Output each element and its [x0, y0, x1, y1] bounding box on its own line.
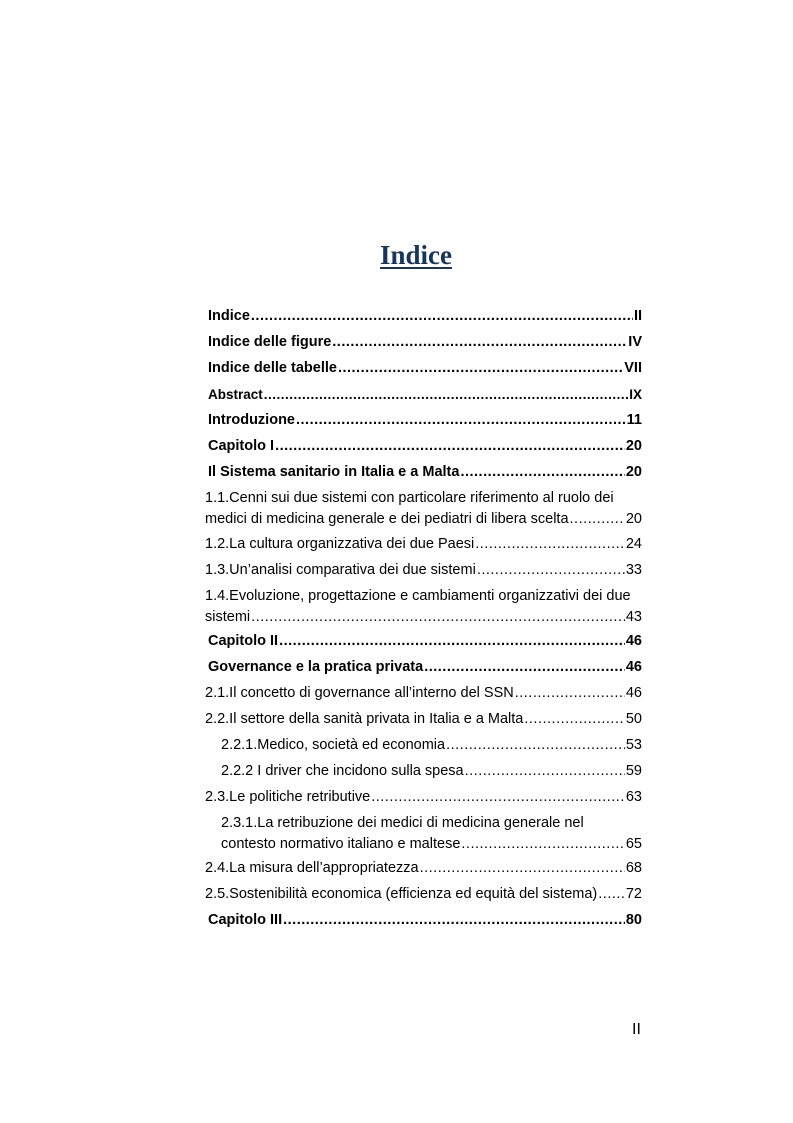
toc-leader: [264, 384, 628, 405]
toc-entry-page: 46: [625, 659, 642, 675]
toc-entry-label: Capitolo II: [208, 633, 279, 649]
toc-entry-label: 2.3.Le politiche retributive: [205, 789, 371, 805]
toc-entry-page: 53: [625, 737, 642, 753]
toc-leader: [283, 910, 625, 931]
toc-leader: [524, 709, 624, 730]
toc-entry-page: 24: [625, 536, 642, 552]
toc-entry-page: II: [633, 308, 642, 324]
toc-leader: [460, 462, 624, 483]
page-title: Indice: [379, 240, 452, 270]
toc-entry-label: Abstract: [208, 387, 263, 402]
toc-entry: [208, 657, 642, 678]
toc-entry: [208, 332, 642, 353]
toc-entry-label: 2.1.Il concetto di governance all’interno del SSN: [205, 685, 514, 701]
toc-entry-page: 33: [625, 562, 642, 578]
toc-entry-label: 1.3.Un’analisi comparativa dei due sistemi: [205, 562, 476, 578]
toc-leader: [424, 657, 625, 678]
toc-entry-page: 65: [625, 836, 642, 852]
toc-entry-label: Governance e la pratica privata: [208, 659, 424, 675]
toc-entry: [205, 560, 642, 581]
toc-entry-label: 2.2.Il settore della sanità privata in Italia e a Malta: [205, 711, 524, 727]
toc-leader: [570, 509, 625, 530]
toc-entry-label-line1: 2.3.1.La retribuzione dei medici di medicina generale nel: [221, 815, 584, 831]
toc-entry-label-line1: 1.4.Evoluzione, progettazione e cambiamenti organizzativi dei due: [205, 588, 631, 604]
toc-entry-label: Indice delle tabelle: [208, 360, 337, 376]
toc-entry-label: 2.2.2 I driver che incidono sulla spesa: [221, 763, 464, 779]
toc-entry-page: 59: [625, 763, 642, 779]
toc-entry-page: 11: [626, 412, 642, 428]
toc-leader: [461, 834, 624, 855]
toc-leader: [515, 683, 625, 704]
toc-entry: [208, 436, 642, 457]
toc-leader: [338, 358, 623, 379]
toc-entry: [205, 787, 642, 808]
toc-entry-label: sistemi: [205, 609, 251, 625]
toc-entry: [205, 858, 642, 879]
toc-entry: [221, 761, 642, 782]
toc-leader: [371, 787, 625, 808]
toc-entry: [208, 631, 642, 652]
toc-entry-label: Capitolo III: [208, 912, 283, 928]
toc-entry: [221, 813, 642, 855]
toc-entry-page: IX: [629, 387, 642, 402]
toc-entry: [208, 306, 642, 327]
toc-leader: [275, 436, 625, 457]
toc-entry-page: 68: [625, 860, 642, 876]
toc-entry-label: 2.4.La misura dell’appropriatezza: [205, 860, 419, 876]
toc-entry-label: medici di medicina generale e dei pediatri di libera scelta: [205, 511, 569, 527]
toc-entry-page: IV: [628, 334, 642, 350]
toc-entry: [205, 884, 642, 905]
toc-entry-page: 46: [625, 685, 642, 701]
toc-leader: [296, 410, 626, 431]
toc-entry: [205, 488, 642, 530]
toc-entry-page: 46: [625, 633, 642, 649]
toc-entry-label: 2.5.Sostenibilità economica (efficienza ed equità del sistema): [205, 886, 598, 902]
toc-entry-label: Il Sistema sanitario in Italia e a Malta: [208, 464, 460, 480]
page-number: II: [632, 1021, 641, 1038]
toc-leader: [446, 735, 625, 756]
toc-entry-page: 20: [625, 438, 642, 454]
toc-entry: [208, 410, 642, 431]
toc-entry: [208, 910, 642, 931]
toc-entry-label: contesto normativo italiano e maltese: [221, 836, 461, 852]
toc-entry: [221, 735, 642, 756]
toc-entry-page: 50: [625, 711, 642, 727]
toc-leader: [475, 534, 625, 555]
toc-entry-label: 2.2.1.Medico, società ed economia: [221, 737, 446, 753]
toc-leader: [251, 306, 633, 327]
toc-entry-page: 63: [625, 789, 642, 805]
toc-leader: [279, 631, 625, 652]
toc-entry: [205, 709, 642, 730]
toc-entry-label: Introduzione: [208, 412, 295, 428]
toc-entry: [205, 683, 642, 704]
toc-entry: [208, 384, 642, 405]
toc-leader: [420, 858, 625, 879]
toc-entry-page: 43: [625, 609, 642, 625]
toc-entry-page: 20: [625, 511, 642, 527]
toc-entry-page: 72: [625, 886, 642, 902]
toc-leader: [598, 884, 625, 905]
toc-entry-label-line1: 1.1.Cenni sui due sistemi con particolare riferimento al ruolo dei: [205, 490, 614, 506]
toc-leader: [251, 607, 625, 628]
toc-entry: [205, 534, 642, 555]
toc-entry-label: 1.2.La cultura organizzativa dei due Paesi: [205, 536, 475, 552]
toc-entry: [205, 586, 642, 628]
toc-leader: [465, 761, 625, 782]
toc-entry-page: 20: [625, 464, 642, 480]
toc-entry-label: Indice: [208, 308, 250, 324]
toc-entry-page: VII: [624, 360, 642, 376]
toc-entry-label: Capitolo I: [208, 438, 275, 454]
toc-leader: [477, 560, 625, 581]
toc-leader: [332, 332, 627, 353]
toc-entry: [208, 358, 642, 379]
toc-entry-page: 80: [625, 912, 642, 928]
toc-entry: [208, 462, 642, 483]
toc-entry-label: Indice delle figure: [208, 334, 332, 350]
